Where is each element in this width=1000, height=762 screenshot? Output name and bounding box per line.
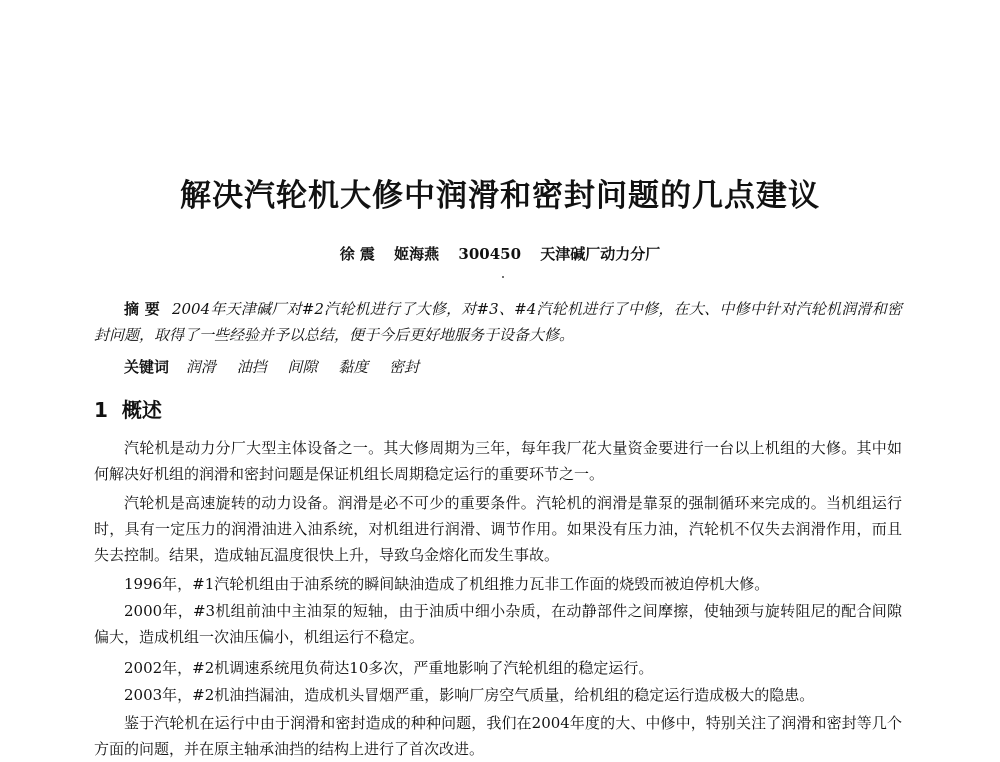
body-paragraph: 汽轮机是高速旋转的动力设备。润滑是必不可少的重要条件。汽轮机的润滑是靠泵的强制循环来完成的。当机组运行时，具有一定压力的润滑油进入油系统，对机组进行润滑、调节作用。如果没有压力油，汽轮机不仅失去润滑作用，而且失去控制。结果，造成轴瓦温度很快上升，导致乌金熔化而发生事故。 [94, 494, 902, 564]
keyword: 密封 [388, 358, 419, 376]
affiliation: 天津碱厂动力分厂 [540, 245, 661, 263]
body-paragraph: 2002年，#2机调速系统甩负荷达10多次，严重地影响了汽轮机组的稳定运行。 [124, 659, 654, 677]
body-paragraph: 汽轮机是动力分厂大型主体设备之一。其大修周期为三年，每年我厂花大量资金要进行一台以上机组的大修。其中如何解决好机组的润滑和密封问题是保证机组长周期稳定运行的重要环节之一。 [94, 439, 902, 483]
section-title: 概述 [121, 398, 162, 422]
author-line [0, 243, 1000, 264]
section-number: 1 [94, 398, 108, 422]
keywords-label: 关键词 [124, 358, 170, 376]
abstract-text: 2004年天津碱厂对#2汽轮机进行了大修，对#3、#4汽轮机进行了中修，在大、中修中针对汽轮机润滑和密封问题，取得了一些经验并予以总结，便于今后更好地服务于设备大修。 [94, 300, 902, 344]
keywords [124, 354, 435, 380]
keyword: 油挡 [236, 358, 267, 376]
section-heading [94, 394, 162, 423]
keyword: 黏度 [338, 358, 369, 376]
author-name: 姬海燕 [394, 245, 440, 263]
keyword: 润滑 [185, 358, 216, 376]
body-paragraph: 2000年，#3机组前油中主油泵的短轴，由于油质中细小杂质，在动静部件之间摩擦，使轴颈与旋转阻尼的配合间隙偏大，造成机组一次油压偏小，机组运行不稳定。 [94, 602, 902, 646]
author-name: 徐 震 [339, 245, 375, 263]
abstract-label: 摘 要 [124, 300, 160, 318]
keyword: 间隙 [287, 358, 318, 376]
abstract [94, 296, 902, 348]
postal-code: 300450 [458, 245, 522, 263]
body-paragraph: 2003年，#2机油挡漏油，造成机头冒烟严重，影响厂房空气质量，给机组的稳定运行造成极大的隐患。 [124, 686, 815, 704]
paper-title: 解决汽轮机大修中润滑和密封问题的几点建议 [180, 178, 820, 214]
body-paragraph: 1996年，#1汽轮机组由于油系统的瞬间缺油造成了机组推力瓦非工作面的烧毁而被迫停机大修。 [124, 575, 770, 593]
body-paragraph: 鉴于汽轮机在运行中由于润滑和密封造成的种种问题，我们在2004年度的大、中修中，特别关注了润滑和密封等几个方面的问题，并在原主轴承油挡的结构上进行了首次改进。 [94, 714, 902, 758]
decorative-dot [502, 276, 504, 278]
